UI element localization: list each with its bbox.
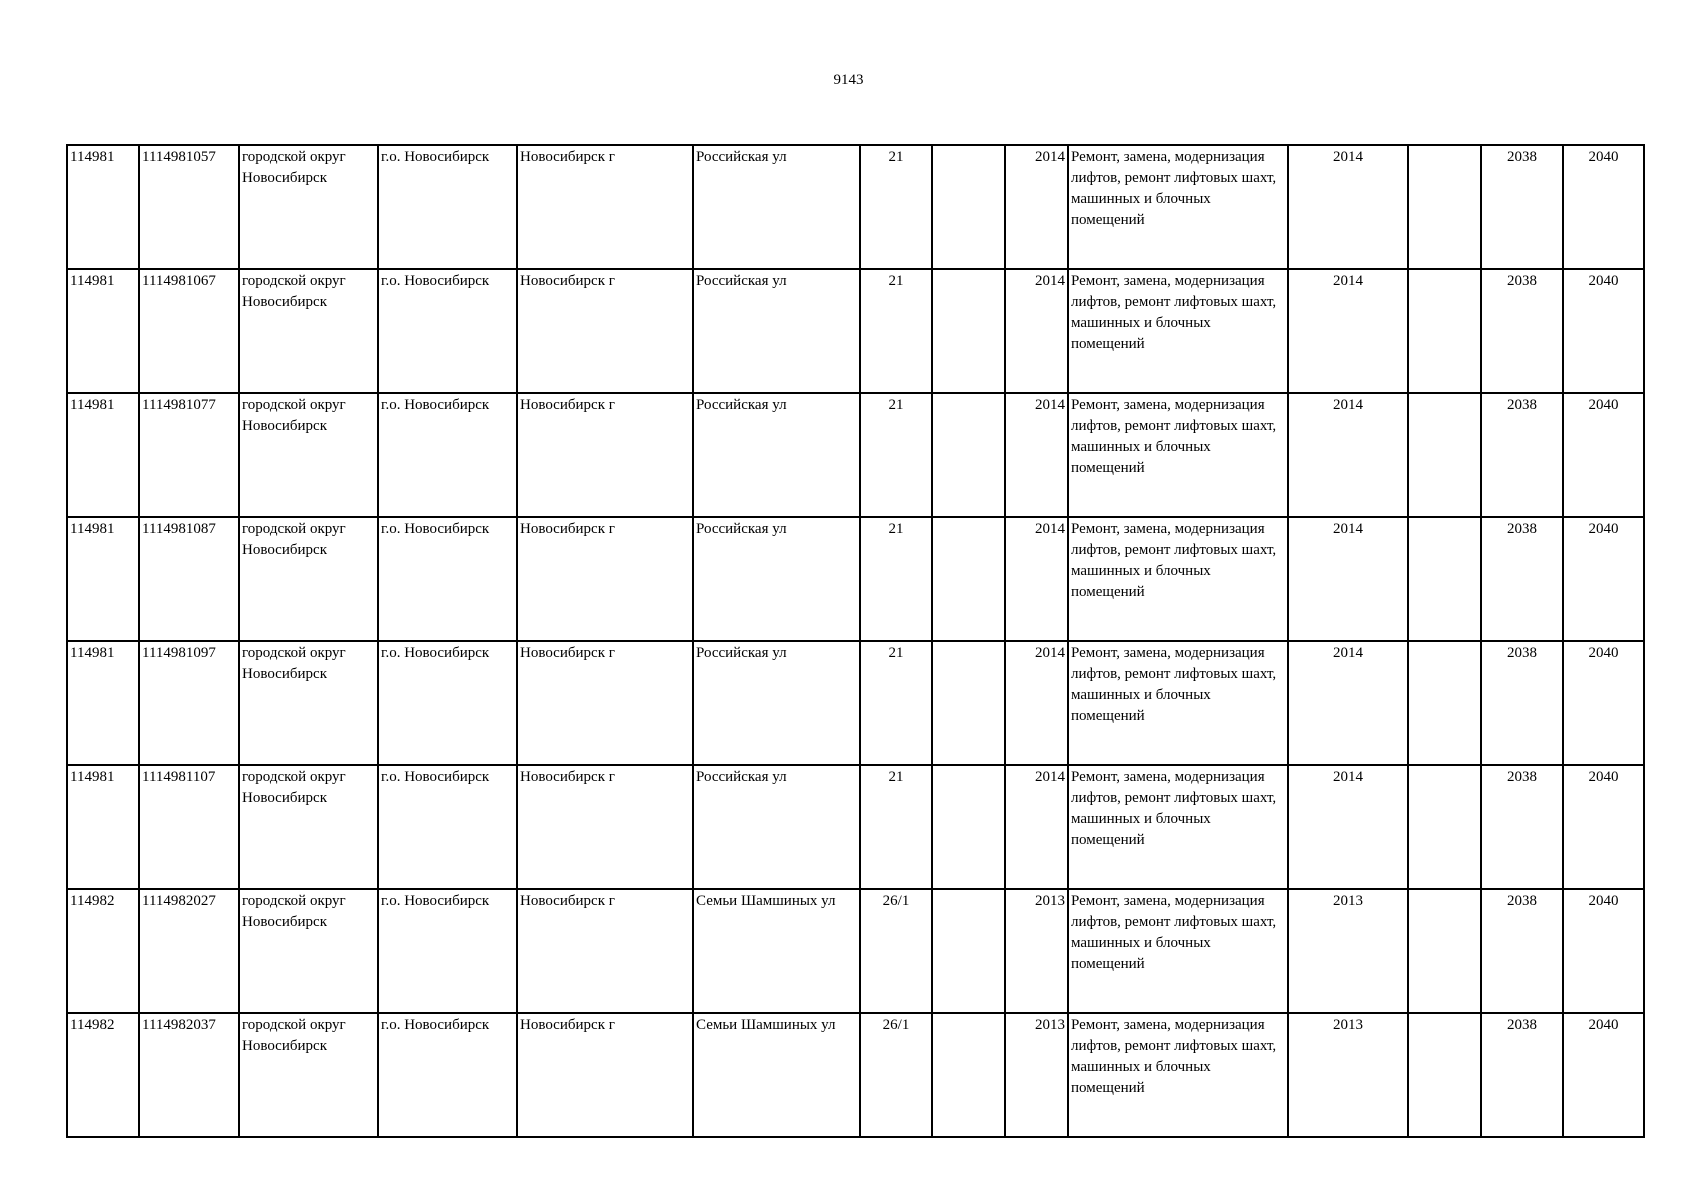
cell-street: Российская ул xyxy=(693,145,860,269)
cell-year-built: 2014 xyxy=(1005,393,1068,517)
cell-work-type: Ремонт, замена, модернизация лифтов, ремонт лифтовых шахт, машинных и блочных помещений xyxy=(1068,765,1288,889)
cell-id: 114981 xyxy=(67,269,139,393)
cell-year-last: 2013 xyxy=(1288,1013,1408,1137)
page-number: 9143 xyxy=(833,72,864,88)
cell-plan-end: 2040 xyxy=(1563,517,1644,641)
cell-plan-end: 2040 xyxy=(1563,269,1644,393)
cell-work-type: Ремонт, замена, модернизация лифтов, ремонт лифтовых шахт, машинных и блочных помещений xyxy=(1068,393,1288,517)
cell-year-last: 2014 xyxy=(1288,517,1408,641)
cell-plan-start: 2038 xyxy=(1481,641,1563,765)
cell-plan-end: 2040 xyxy=(1563,889,1644,1013)
cell-settlement: Новосибирск г xyxy=(517,889,693,1013)
cell-blank xyxy=(1408,765,1481,889)
cell-street: Российская ул xyxy=(693,517,860,641)
cell-settlement: Новосибирск г xyxy=(517,1013,693,1137)
cell-code: 1114982037 xyxy=(139,1013,239,1137)
cell-municipality: городской округ Новосибирск xyxy=(239,641,378,765)
cell-municipality: городской округ Новосибирск xyxy=(239,765,378,889)
cell-settlement: Новосибирск г xyxy=(517,145,693,269)
cell-street: Российская ул xyxy=(693,393,860,517)
cell-plan-start: 2038 xyxy=(1481,269,1563,393)
cell-settlement: Новосибирск г xyxy=(517,393,693,517)
cell-street: Российская ул xyxy=(693,641,860,765)
cell-building xyxy=(932,1013,1005,1137)
table-row xyxy=(67,1013,1644,1137)
cell-id: 114981 xyxy=(67,393,139,517)
cell-plan-start: 2038 xyxy=(1481,889,1563,1013)
cell-settlement: Новосибирск г xyxy=(517,765,693,889)
cell-plan-start: 2038 xyxy=(1481,393,1563,517)
cell-house-number: 21 xyxy=(860,145,932,269)
cell-year-built: 2013 xyxy=(1005,889,1068,1013)
cell-plan-end: 2040 xyxy=(1563,145,1644,269)
cell-house-number: 26/1 xyxy=(860,1013,932,1137)
cell-plan-start: 2038 xyxy=(1481,517,1563,641)
cell-district: г.о. Новосибирск xyxy=(378,393,517,517)
cell-house-number: 26/1 xyxy=(860,889,932,1013)
cell-id: 114981 xyxy=(67,641,139,765)
cell-municipality: городской округ Новосибирск xyxy=(239,1013,378,1137)
cell-municipality: городской округ Новосибирск xyxy=(239,393,378,517)
cell-house-number: 21 xyxy=(860,393,932,517)
cell-code: 1114981067 xyxy=(139,269,239,393)
cell-code: 1114982027 xyxy=(139,889,239,1013)
cell-district: г.о. Новосибирск xyxy=(378,269,517,393)
cell-district: г.о. Новосибирск xyxy=(378,1013,517,1137)
cell-blank xyxy=(1408,1013,1481,1137)
cell-year-built: 2014 xyxy=(1005,145,1068,269)
cell-id: 114982 xyxy=(67,889,139,1013)
cell-municipality: городской округ Новосибирск xyxy=(239,517,378,641)
cell-street: Семьи Шамшиных ул xyxy=(693,889,860,1013)
cell-plan-start: 2038 xyxy=(1481,765,1563,889)
cell-house-number: 21 xyxy=(860,517,932,641)
cell-code: 1114981077 xyxy=(139,393,239,517)
cell-work-type: Ремонт, замена, модернизация лифтов, ремонт лифтовых шахт, машинных и блочных помещений xyxy=(1068,145,1288,269)
cell-plan-end: 2040 xyxy=(1563,1013,1644,1137)
cell-house-number: 21 xyxy=(860,765,932,889)
cell-blank xyxy=(1408,393,1481,517)
cell-code: 1114981057 xyxy=(139,145,239,269)
cell-plan-start: 2038 xyxy=(1481,1013,1563,1137)
cell-year-built: 2013 xyxy=(1005,1013,1068,1137)
cell-district: г.о. Новосибирск xyxy=(378,641,517,765)
cell-year-last: 2014 xyxy=(1288,765,1408,889)
cell-blank xyxy=(1408,889,1481,1013)
cell-district: г.о. Новосибирск xyxy=(378,145,517,269)
cell-building xyxy=(932,517,1005,641)
cell-code: 1114981087 xyxy=(139,517,239,641)
cell-street: Российская ул xyxy=(693,765,860,889)
table-row xyxy=(67,641,1644,765)
cell-street: Семьи Шамшиных ул xyxy=(693,1013,860,1137)
cell-plan-start: 2038 xyxy=(1481,145,1563,269)
cell-code: 1114981107 xyxy=(139,765,239,889)
cell-id: 114982 xyxy=(67,1013,139,1137)
cell-work-type: Ремонт, замена, модернизация лифтов, ремонт лифтовых шахт, машинных и блочных помещений xyxy=(1068,517,1288,641)
cell-building xyxy=(932,641,1005,765)
cell-settlement: Новосибирск г xyxy=(517,517,693,641)
cell-id: 114981 xyxy=(67,145,139,269)
cell-work-type: Ремонт, замена, модернизация лифтов, ремонт лифтовых шахт, машинных и блочных помещений xyxy=(1068,269,1288,393)
cell-blank xyxy=(1408,641,1481,765)
cell-building xyxy=(932,889,1005,1013)
cell-district: г.о. Новосибирск xyxy=(378,517,517,641)
cell-blank xyxy=(1408,145,1481,269)
cell-year-last: 2014 xyxy=(1288,641,1408,765)
registry-table xyxy=(66,144,1645,1138)
cell-work-type: Ремонт, замена, модернизация лифтов, ремонт лифтовых шахт, машинных и блочных помещений xyxy=(1068,641,1288,765)
table-row xyxy=(67,145,1644,269)
cell-settlement: Новосибирск г xyxy=(517,641,693,765)
cell-plan-end: 2040 xyxy=(1563,393,1644,517)
table-row xyxy=(67,269,1644,393)
cell-district: г.о. Новосибирск xyxy=(378,765,517,889)
cell-year-built: 2014 xyxy=(1005,765,1068,889)
table-row xyxy=(67,517,1644,641)
cell-settlement: Новосибирск г xyxy=(517,269,693,393)
cell-building xyxy=(932,393,1005,517)
cell-year-built: 2014 xyxy=(1005,269,1068,393)
cell-code: 1114981097 xyxy=(139,641,239,765)
cell-house-number: 21 xyxy=(860,641,932,765)
cell-year-last: 2013 xyxy=(1288,889,1408,1013)
table-row xyxy=(67,889,1644,1013)
cell-street: Российская ул xyxy=(693,269,860,393)
cell-year-last: 2014 xyxy=(1288,269,1408,393)
cell-plan-end: 2040 xyxy=(1563,641,1644,765)
cell-house-number: 21 xyxy=(860,269,932,393)
cell-id: 114981 xyxy=(67,765,139,889)
table-row xyxy=(67,765,1644,889)
cell-building xyxy=(932,269,1005,393)
cell-year-built: 2014 xyxy=(1005,641,1068,765)
cell-year-built: 2014 xyxy=(1005,517,1068,641)
cell-id: 114981 xyxy=(67,517,139,641)
cell-municipality: городской округ Новосибирск xyxy=(239,145,378,269)
cell-plan-end: 2040 xyxy=(1563,765,1644,889)
cell-work-type: Ремонт, замена, модернизация лифтов, ремонт лифтовых шахт, машинных и блочных помещений xyxy=(1068,1013,1288,1137)
table-body xyxy=(67,145,1644,1137)
cell-work-type: Ремонт, замена, модернизация лифтов, ремонт лифтовых шахт, машинных и блочных помещений xyxy=(1068,889,1288,1013)
cell-municipality: городской округ Новосибирск xyxy=(239,889,378,1013)
cell-building xyxy=(932,145,1005,269)
cell-building xyxy=(932,765,1005,889)
cell-blank xyxy=(1408,517,1481,641)
cell-municipality: городской округ Новосибирск xyxy=(239,269,378,393)
cell-year-last: 2014 xyxy=(1288,393,1408,517)
cell-blank xyxy=(1408,269,1481,393)
cell-year-last: 2014 xyxy=(1288,145,1408,269)
cell-district: г.о. Новосибирск xyxy=(378,889,517,1013)
table-row xyxy=(67,393,1644,517)
